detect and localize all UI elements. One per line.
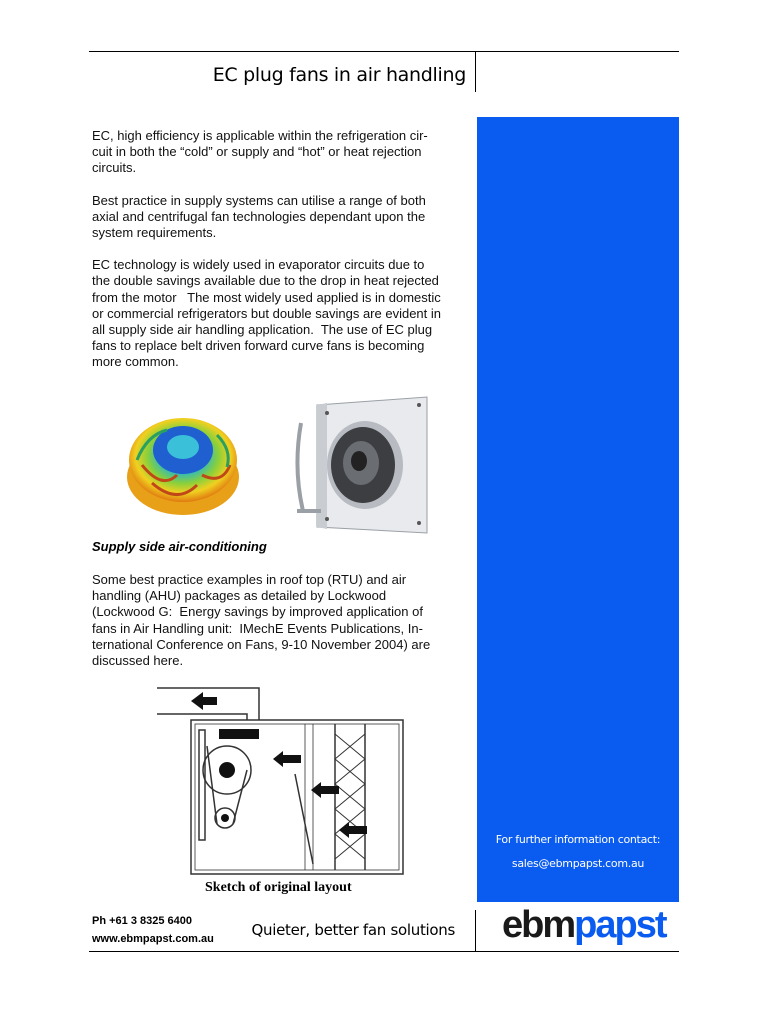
footer-tagline: Quieter, better fan solutions [251, 921, 455, 939]
footer-divider [475, 910, 476, 952]
contact-panel [477, 117, 679, 902]
impeller-image [122, 405, 244, 523]
footer-website[interactable]: www.ebmpapst.com.au [92, 933, 214, 945]
footer-phone: Ph +61 3 8325 6400 [92, 915, 192, 927]
header-divider [475, 51, 476, 92]
paragraph-3: EC technology is widely used in evaporator circuits due to the double savings available due to the drop in heat rejected from the motor The most widely used applied is in domestic or commercial refrigerators but double savings are evident in all supply side air handling application. The use of EC plug fans to replace belt driven forward curve fans is becoming more common. [92, 257, 442, 370]
section-heading: Supply side air-conditioning [92, 539, 267, 554]
contact-email[interactable]: sales@ebmpapst.com.au [511, 857, 645, 870]
logo-part-papst: papst [574, 904, 666, 946]
ebmpapst-logo [502, 904, 666, 947]
paragraph-2: Best practice in supply systems can utilise a range of both axial and centrifugal fan technologies dependant upon the system requirements. [92, 192, 426, 241]
section-text [92, 572, 472, 685]
contact-label: For further information contact: [495, 833, 661, 846]
section-paragraph: Some best practice examples in roof top (RTU) and air handling (AHU) packages as detailed by Lockwood (Lockwood G: Energy savings by improved application of fans in Air Handling unit: IMechE Events Publications, In- ternational Conference on Fans, 9-10 November 2004) are discussed here. [92, 572, 431, 669]
paragraph-1: EC, high efficiency is applicable within the refrigeration cir- cuit in both the “cold” or supply and “hot” or heat rejection circuits. [92, 128, 428, 176]
logo-part-ebm: ebm [502, 904, 575, 946]
plug-fan-image [287, 393, 433, 543]
intro-text [92, 128, 472, 387]
sketch-caption: Sketch of original layout [205, 880, 352, 895]
footer-rule [89, 951, 679, 952]
air-handler-sketch [155, 684, 411, 880]
page-title: EC plug fans in air handling [212, 64, 466, 86]
header-rule [89, 51, 679, 52]
